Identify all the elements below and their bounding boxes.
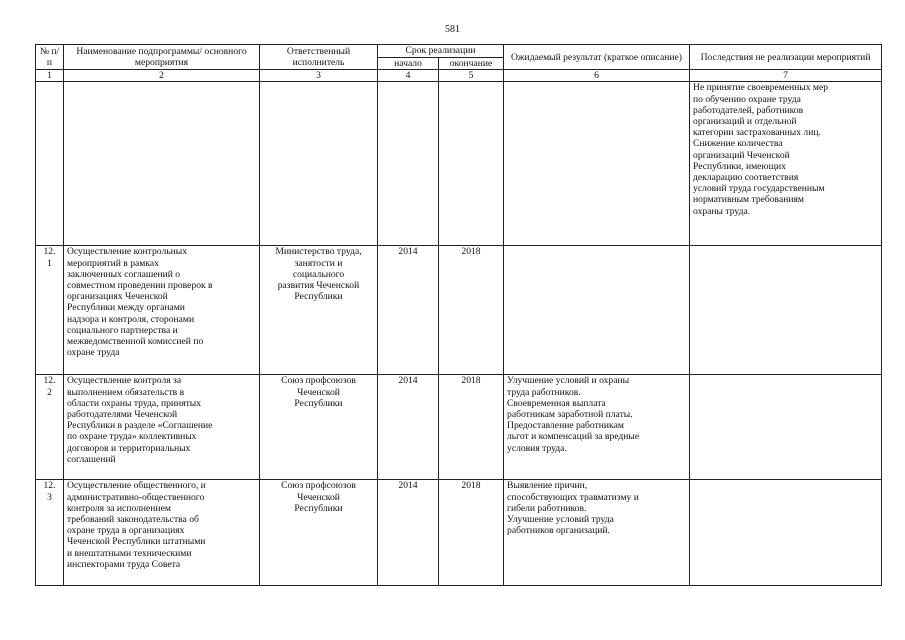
row-responsible: Министерство труда, занятости и социального развития Чеченской Республики xyxy=(260,246,378,375)
row-consequences xyxy=(690,480,882,586)
row-responsible xyxy=(260,82,378,246)
program-table xyxy=(35,44,882,586)
header-result: Ожидаемый результат (краткое описание) xyxy=(504,45,690,70)
table-row xyxy=(36,480,882,586)
table-row xyxy=(36,375,882,480)
row-result: Улучшение условий и охраны труда работников. Своевременная выплата работникам заработной платы. Предоставление работникам льгот и компенсаций за вредные условия труда. xyxy=(504,375,690,480)
row-num: 12. 1 xyxy=(36,246,64,375)
column-number: 2 xyxy=(64,70,260,82)
column-numbers-row xyxy=(36,70,882,82)
row-num: 12. 2 xyxy=(36,375,64,480)
header-start: начало xyxy=(378,58,439,70)
header-num: № п/п xyxy=(36,45,64,70)
row-name xyxy=(64,82,260,246)
column-number: 4 xyxy=(378,70,439,82)
row-num: 12. 3 xyxy=(36,480,64,586)
column-number: 3 xyxy=(260,70,378,82)
header-end: окончание xyxy=(439,58,504,70)
row-consequences xyxy=(690,246,882,375)
table-row xyxy=(36,82,882,246)
row-name: Осуществление контрольных мероприятий в рамках заключенных соглашений о совместном проведении проверок в организациях Чеченской Республики между органами надзора и контроля, сторонами социального партнерства и межведомственной комиссией по охране труда xyxy=(64,246,260,375)
column-number: 7 xyxy=(690,70,882,82)
header-consequences: Последствия не реализации мероприятий xyxy=(690,45,882,70)
row-start: 2014 xyxy=(378,246,439,375)
row-responsible: Союз профсоюзов Чеченской Республики xyxy=(260,375,378,480)
row-start: 2014 xyxy=(378,480,439,586)
table-header xyxy=(36,45,882,82)
row-consequences xyxy=(690,375,882,480)
row-start: 2014 xyxy=(378,375,439,480)
row-consequences: Не принятие своевременных мер по обучению охране труда работодателей, работников организаций и отдельной категории застрахованных лиц. Снижение количества организаций Чеченской Республики, имеющих декларацию соответствия условий труда государственным нормативным требованиям охраны труда. xyxy=(690,82,882,246)
row-end: 2018 xyxy=(439,480,504,586)
header-name: Наименование подпрограммы/ основного мероприятия xyxy=(64,45,260,70)
row-end: 2018 xyxy=(439,375,504,480)
header-responsible: Ответственный исполнитель xyxy=(260,45,378,70)
row-end xyxy=(439,82,504,246)
column-number: 6 xyxy=(504,70,690,82)
table-row xyxy=(36,246,882,375)
column-number: 5 xyxy=(439,70,504,82)
row-result: Выявление причин, способствующих травматизму и гибели работников. Улучшение условий труда работников организаций. xyxy=(504,480,690,586)
row-result xyxy=(504,82,690,246)
row-responsible: Союз профсоюзов Чеченской Республики xyxy=(260,480,378,586)
row-name: Осуществление общественного, и административно-общественного контроля за исполнением требований законодательства об охране труда в организациях Чеченской Республики штатными и внештатными техническими инспекторами труда Совета xyxy=(64,480,260,586)
row-start xyxy=(378,82,439,246)
header-period: Срок реализации xyxy=(378,45,504,58)
column-number: 1 xyxy=(36,70,64,82)
row-result xyxy=(504,246,690,375)
row-num xyxy=(36,82,64,246)
row-end: 2018 xyxy=(439,246,504,375)
row-name: Осуществление контроля за выполнением обязательств в области охраны труда, принятых работодателями Чеченской Республики в разделе «Соглашение по охране труда» коллективных договоров и территориальных соглашений xyxy=(64,375,260,480)
page-number: 581 xyxy=(445,24,460,35)
